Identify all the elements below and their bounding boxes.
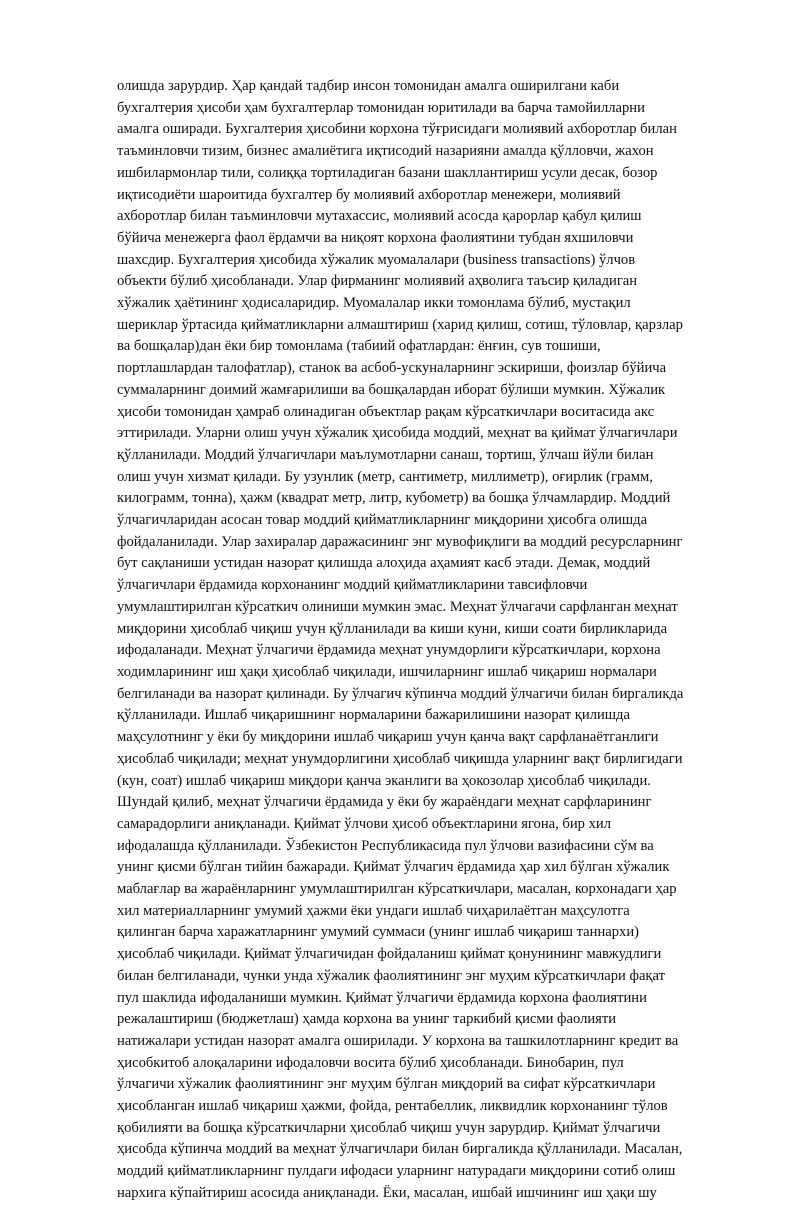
text-line: суммаларнинг доимий жамғарилиши ва бошқалардан иборат бўлиши мумкин. Хўжалик [117,381,666,398]
text-line: ахборотлар билан таъминловчи мутахассис, молиявий асосда қарорлар қабул қилиш [117,208,642,225]
text-line: (кун, соат) ишлаб чиқариш миқдори қанча эканлиги ва ҳокозолар ҳисоблаб чиқилади. [117,772,651,789]
text-line: шериклар ўртасида қийматликларни алмаштириш (харид қилиш, сотиш, тўловлар, қарзлар [117,316,683,333]
text-line: ҳисоблаб чиқилади; меҳнат унумдорлигини ҳисоблаб чиқишда уларнинг вақт бирлигидаги [117,750,683,767]
text-line: килограмм, тонна), ҳажм (квадрат метр, литр, кубометр) ва бошқа ўлчамлардир. Моддий [117,490,671,507]
text-line: шахсдир. Бухгалтерия ҳисобида хўжалик муомалалари (business transactions) ўлчов [117,251,636,268]
text-line: олиш учун хизмат қилади. Бу узунлик (метр, сантиметр, миллиметр), оғирлик (грамм, [117,468,653,485]
text-line: миқдорини ҳисоблаб чиқиш учун қўлланилади ва киши куни, киши соати бирликларида [117,620,668,637]
text-line: ўлчагичлари ёрдамида корхонанинг моддий қийматликларини тавсифловчи [117,577,588,594]
text-line: қилинган барча харажатларнинг умумий суммаси (унинг ишлаб чиқариш таннархи) [117,924,640,941]
text-line: ўлчагичларидан асосан товар моддий қийматликларнинг миқдорини ҳисобга олишда [117,512,648,529]
body-text [117,76,717,1205]
text-line: бухгалтерия ҳисоби ҳам бухгалтерлар томонидан юритилади ва барча тамойилларни [117,99,645,116]
text-line: натижалари устидан назорат амалга оширилади. У корхона ва ташкилотларнинг кредит ва [117,1032,679,1049]
text-line: олишда зарурдир. Ҳар қандай тадбир инсон томонидан амалга оширилгани каби [117,78,620,94]
text-line: ҳисобкитоб алоқаларини ифодаловчи восита бўлиб ҳисобланади. Бинобарин, пул [117,1054,624,1071]
text-line: нархига кўпайтириш асосида аниқланади. Ёки, масалан, ишбай ишчининг иш ҳақи шу [117,1184,657,1201]
text-line: эттирилади. Уларни олиш учун хўжалик ҳисобида моддий, меҳнат ва қиймат ўлчагичлари [117,425,678,442]
text-line: ифодаланади. Меҳнат ўлчагичи ёрдамида меҳнат унумдорлиги кўрсаткичлари, корхона [117,642,661,659]
text-line: амалга оширади. Бухгалтерия ҳисобини корхона тўғрисидаги молиявий ахборотлар билан [117,121,677,138]
text-line: портлашлардан талофатлар), станок ва асбоб-ускуналарнинг эскириши, фоизлар бўйича [117,360,667,377]
text-line: моддий қийматликларнинг пулдаги ифодаси уларнинг натурадаги миқдорини сотиб олиш [117,1163,676,1180]
text-line: билан белгиланади, чунки унда хўжалик фаолиятининг энг муҳим кўрсаткичлари фақат [117,967,665,984]
text-line: ҳисоби томонидан ҳамраб олинадиган объектлар рақам кўрсаткичлари воситасида акс [117,403,655,420]
text-line: фойдаланилади. Улар захиралар даражасининг энг мувофиқлиги ва моддий ресурсларнинг [117,533,683,550]
text-line: самарадорлиги аниқланади. Қиймат ўлчови ҳисоб объектларини ягона, бир хил [117,815,611,832]
text-line: режалаштириш (бюджетлаш) ҳамда корхона ва унинг таркибий қисми фаолияти [117,1011,617,1028]
text-line: ҳисобда кўпинча моддий ва меҳнат ўлчагичлари билан биргаликда қўлланилади. Масалан, [117,1141,683,1158]
text-line: қобилияти ва бошқа кўрсаткичларни ҳисоблаб чиқиш учун зарурдир. Қиймат ўлчагичи [117,1119,661,1136]
text-line: хил материалларнинг умумий ҳажми ёки ундаги ишлаб чиҳарилаётган маҳсулотга [117,902,630,919]
text-line: ўлчагичи хўжалик фаолиятининг энг муҳим бўлган миқдорий ва сифат кўрсаткичлари [117,1076,656,1093]
text-line: ҳисобланган ишлаб чиқариш ҳажми, фойда, рентабеллик, ликвидлик корхонанинг тўлов [117,1098,668,1115]
text-line: бўйича менежерга фаол ёрдамчи ва ниқоят корхона фаолиятини тубдан яхшиловчи [117,229,634,246]
text-line: қўлланилади. Моддий ўлчагичлари маълумотларни санаш, тортиш, ўлчаш йўли билан [117,446,654,463]
text-line: бут сақланиши устидан назорат қилишда алоҳида аҳамият касб этади. Демак, моддий [117,555,651,572]
text-line: пул шаклида ифодаланиши мумкин. Қиймат ўлчагичи ёрдамида корхона фаолиятини [117,989,647,1006]
text-line: Шундай қилиб, меҳнат ўлчагичи ёрдамида у ёки бу жараёндаги меҳнат сарфларининг [117,794,652,811]
text-line: белгиланади ва назорат қилинади. Бу ўлчагич кўпинча моддий ўлчагичи билан биргаликда [117,685,684,702]
text-line: маҳсулотнинг у ёки бу миқдорини ишлаб чиқариш учун қанча вақт сарфланаётганлиги [117,729,659,746]
text-line: унинг қисми бўлган тийин бажаради. Қиймат ўлчагич ёрдамида ҳар хил бўлган хўжалик [117,859,670,876]
text-line: умумлаштирилган кўрсаткич олиниши мумкин эмас. Меҳнат ўлчагачи сарфланган меҳнат [117,598,678,615]
text-line: маблағлар ва жараёнларнинг умумлаштирилган кўрсаткичлари, масалан, корхонадаги ҳар [117,881,677,898]
text-line: ишбилармонлар тили, солиққа тортиладиган базани шакллантириш усули десак, бозор [117,164,658,181]
text-line: объекти бўлиб ҳисобланади. Улар фирманинг молиявий аҳволига таъсир қиладиган [117,273,638,290]
text-line: ҳисоблаб чиқилади. Қиймат ўлчагичидан фойдаланиш қиймат қонунининг мавжудлиги [117,946,662,963]
text-line: хўжалик ҳаётининг ҳодисаларидир. Муомалалар икки томонлама бўлиб, мустақил [117,295,631,312]
text-line: иқтисодиёти шароитида бухгалтер бу молиявий ахборотлар менежери, молиявий [117,186,621,203]
text-line: ифодалашда қўлланилади. Ўзбекистон Республикасида пул ўлчови вазифасини сўм ва [117,837,654,854]
text-line: қўлланилади. Ишлаб чиқаришнинг нормаларини бажарилишини назорат қилишда [117,707,630,724]
text-line: ходимларининг иш ҳақи ҳисоблаб чиқилади, ишчиларнинг ишлаб чиқариш нормалари [117,663,657,680]
text-line: ва бошқалар)дан ёки бир томонлама (табиий офатлардан: ёнғин, сув тошиши, [117,338,601,355]
text-line: таъминловчи тизим, бизнес амалиётига иқтисодий назарияни амалда қўлловчи, жахон [117,143,654,160]
